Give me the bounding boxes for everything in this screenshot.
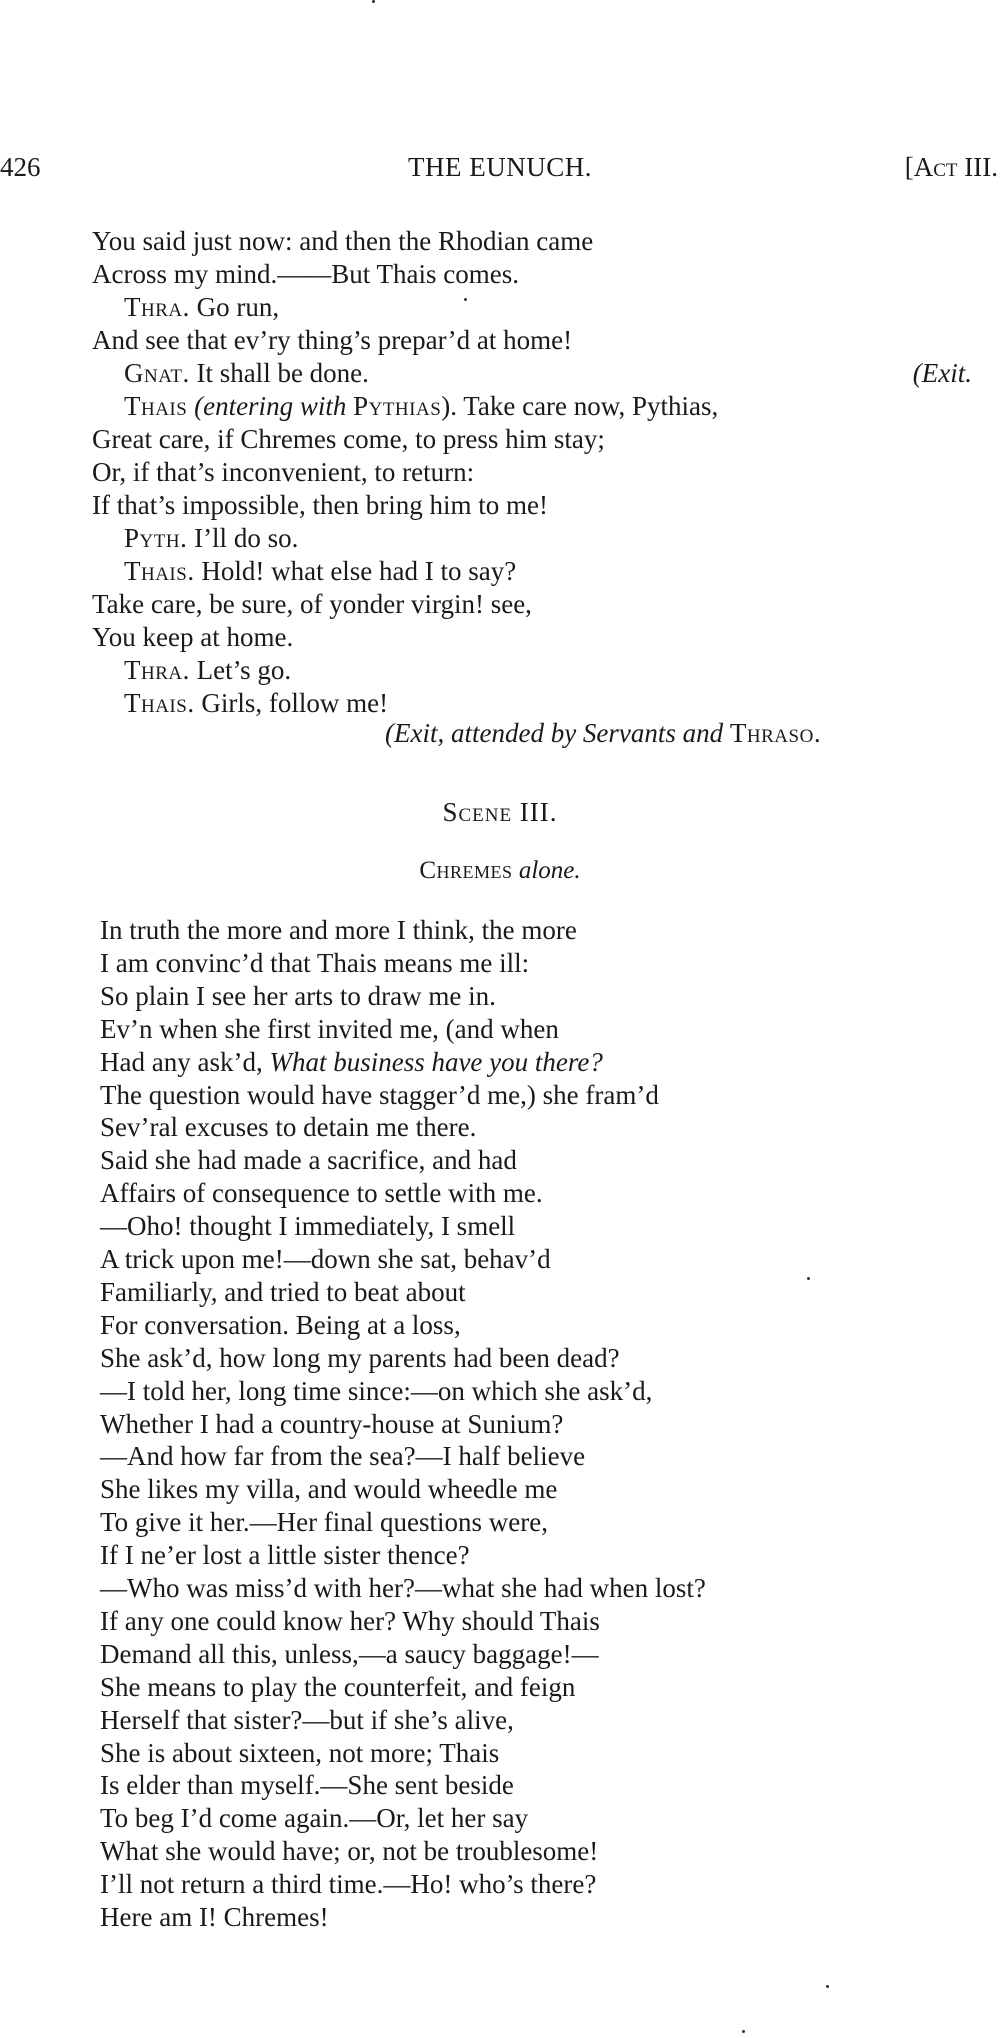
- speaker-name: Thra.: [124, 292, 190, 322]
- line-text: Hold! what else had I to say?: [194, 556, 517, 586]
- line-text: I am convinc’d that Thais means me ill:: [100, 948, 530, 978]
- verse-line: [100, 1408, 563, 1441]
- line-text: Whether I had a country-house at Sunium?: [100, 1409, 564, 1439]
- page-speck: [742, 2030, 745, 2033]
- line-text: Demand all this, unless,—a saucy baggage!—: [100, 1639, 599, 1669]
- page-speck: [807, 1277, 810, 1280]
- page-speck: [826, 1985, 829, 1988]
- verse-line: [100, 1539, 470, 1572]
- line-text: Had any ask’d,: [100, 1047, 270, 1077]
- line-text: It shall be done.: [189, 358, 369, 388]
- speaker-name: Thais.: [124, 556, 195, 586]
- verse-line: [100, 1704, 514, 1737]
- line-text: She likes my villa, and would wheedle me: [100, 1474, 558, 1504]
- verse-line: [100, 1737, 499, 1770]
- running-title: THE EUNUCH.: [408, 152, 592, 182]
- verse-line: [92, 423, 605, 456]
- verse-line: [92, 621, 293, 654]
- exit-direction-right: (Exit.: [912, 358, 972, 388]
- verse-line: [100, 1901, 329, 1934]
- page-header: [0, 152, 1000, 188]
- verse-line: [100, 1769, 514, 1802]
- line-text: Or, if that’s inconvenient, to return:: [92, 457, 475, 487]
- line-text: ). Take care now, Pythias,: [441, 391, 719, 421]
- line-text: So plain I see her arts to draw me in.: [100, 981, 496, 1011]
- verse-line: [100, 947, 529, 980]
- page-number: 426: [0, 152, 41, 182]
- line-text: You keep at home.: [92, 622, 294, 652]
- line-text: Herself that sister?—but if she’s alive,: [100, 1705, 514, 1735]
- page-speck: [372, 0, 375, 3]
- verse-line: [100, 1309, 461, 1342]
- verse-line: [100, 1342, 620, 1375]
- verse-line: [124, 522, 298, 555]
- verse-line: [92, 225, 593, 258]
- verse-line: [100, 1013, 559, 1046]
- exit-direction-name: Thraso.: [729, 718, 822, 748]
- line-text: And see that ev’ry thing’s prepar’d at home!: [92, 325, 573, 355]
- verse-line: [100, 1671, 575, 1704]
- verse-line: [124, 390, 718, 423]
- line-text: The question would have stagger’d me,) she fram’d: [100, 1080, 659, 1110]
- speaker-name: Thais: [124, 391, 188, 421]
- speaker-name: Pythias: [353, 391, 442, 421]
- line-text: A trick upon me!—down she sat, behav’d: [100, 1244, 551, 1274]
- verse-line: [100, 1111, 476, 1144]
- verse-line: [100, 914, 577, 947]
- verse-line: [100, 1638, 599, 1671]
- verse-line: [100, 1572, 706, 1605]
- line-text: Girls, follow me!: [194, 688, 389, 718]
- verse-line: [100, 1868, 596, 1901]
- italic-quote: What business have you there?: [269, 1047, 603, 1077]
- verse-line: [124, 357, 369, 390]
- speaker-name: Thra.: [124, 655, 190, 685]
- stage-direction: (entering with: [187, 391, 354, 421]
- scene-character-line: [0, 857, 1000, 885]
- exit-stage-direction: [385, 717, 821, 750]
- line-text: I’ll do so.: [187, 523, 299, 553]
- line-text: You said just now: and then the Rhodian came: [92, 226, 594, 256]
- line-text: —I told her, long time since:—on which she ask’d,: [100, 1376, 653, 1406]
- verse-line: [100, 1802, 528, 1835]
- line-text: She is about sixteen, not more; Thais: [100, 1738, 500, 1768]
- verse-line: [100, 1506, 548, 1539]
- line-text: Sev’ral excuses to detain me there.: [100, 1112, 477, 1142]
- verse-line: [92, 324, 572, 357]
- verse-line: [100, 1079, 659, 1112]
- verse-line: [100, 1046, 603, 1079]
- scene-heading: Scene III.: [442, 797, 558, 827]
- verse-line: [92, 258, 519, 291]
- scene-character: Chremes: [419, 857, 513, 884]
- line-text: If that’s impossible, then bring him to me!: [92, 490, 548, 520]
- verse-line: [124, 654, 291, 687]
- verse-line: [92, 456, 474, 489]
- verse-line: [100, 1144, 517, 1177]
- line-text: Said she had made a sacrifice, and had: [100, 1145, 517, 1175]
- line-text: Across my mind.——But Thais comes.: [92, 259, 519, 289]
- act-label: [Act III.: [904, 152, 998, 182]
- exit-direction-text: (Exit, attended by Servants and: [385, 718, 730, 748]
- line-text: Familiarly, and tried to beat about: [100, 1277, 466, 1307]
- verse-line: [124, 291, 279, 324]
- verse-line: [92, 588, 532, 621]
- line-text: Affairs of consequence to settle with me.: [100, 1178, 543, 1208]
- line-text: I’ll not return a third time.—Ho! who’s there?: [100, 1869, 597, 1899]
- line-text: —Oho! thought I immediately, I smell: [100, 1211, 516, 1241]
- page-speck: [464, 298, 467, 301]
- line-text: She means to play the counterfeit, and feign: [100, 1672, 576, 1702]
- line-text: Is elder than myself.—She sent beside: [100, 1770, 514, 1800]
- line-text: Here am I! Chremes!: [100, 1902, 329, 1932]
- line-text: For conversation. Being at a loss,: [100, 1310, 461, 1340]
- speaker-name: Gnat.: [124, 358, 190, 388]
- verse-line: [100, 1210, 515, 1243]
- verse-line: [100, 980, 496, 1013]
- line-text: If any one could know her? Why should Thais: [100, 1606, 600, 1636]
- line-text: To give it her.—Her final questions were,: [100, 1507, 548, 1537]
- line-text: Great care, if Chremes come, to press him stay;: [92, 424, 605, 454]
- verse-line: [124, 555, 516, 588]
- line-text: To beg I’d come again.—Or, let her say: [100, 1803, 529, 1833]
- scene-character-role: alone.: [518, 857, 581, 884]
- line-text: Ev’n when she first invited me, (and when: [100, 1014, 559, 1044]
- verse-line: [92, 489, 548, 522]
- line-text: Take care, be sure, of yonder virgin! see,: [92, 589, 532, 619]
- verse-line: [100, 1440, 585, 1473]
- line-text: —Who was miss’d with her?—what she had when lost?: [100, 1573, 706, 1603]
- verse-line: [100, 1473, 557, 1506]
- line-text: Let’s go.: [189, 655, 292, 685]
- verse-line: [100, 1177, 543, 1210]
- verse-line: [124, 687, 388, 720]
- line-text: She ask’d, how long my parents had been dead?: [100, 1343, 620, 1373]
- line-text: —And how far from the sea?—I half believe: [100, 1441, 586, 1471]
- speaker-name: Thais.: [124, 688, 195, 718]
- line-text: Go run,: [189, 292, 280, 322]
- speaker-name: Pyth.: [124, 523, 188, 553]
- line-text: What she would have; or, not be troublesome!: [100, 1836, 599, 1866]
- line-text: In truth the more and more I think, the more: [100, 915, 577, 945]
- line-text: If I ne’er lost a little sister thence?: [100, 1540, 470, 1570]
- verse-line: [100, 1835, 598, 1868]
- verse-line: [100, 1276, 466, 1309]
- verse-line: [100, 1243, 551, 1276]
- verse-line: [100, 1605, 600, 1638]
- verse-line: [100, 1375, 652, 1408]
